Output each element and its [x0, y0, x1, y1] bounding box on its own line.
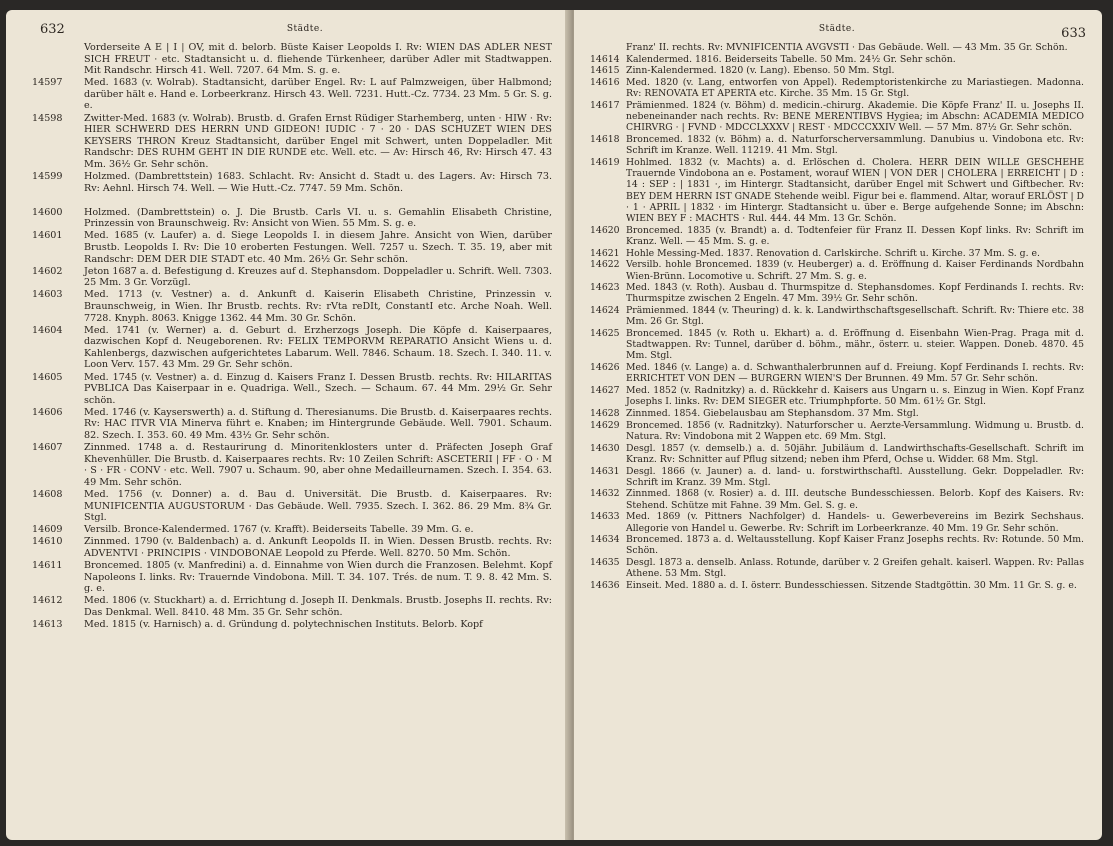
left-page — [6, 10, 572, 840]
entry-number: 14621 — [590, 247, 620, 259]
catalog-entry — [32, 595, 552, 618]
entry-text: Zinnmed. 1854. Giebelausbau am Stephansdom. 37 Mm. Stgl. — [626, 408, 919, 419]
catalog-entry — [590, 134, 1084, 156]
entry-number: 14624 — [590, 305, 620, 317]
entry-number: 14617 — [590, 100, 620, 112]
catalog-entry — [32, 171, 552, 194]
catalog-entry — [32, 406, 552, 442]
entry-text: Versilb. Bronce-Kalendermed. 1767 (v. Krafft). Beiderseits Tabelle. 39 Mm. G. e. — [84, 524, 474, 536]
entry-number: 14633 — [590, 511, 620, 523]
entry-number: 14630 — [590, 442, 620, 454]
catalog-entry — [590, 466, 1084, 488]
entry-number: 14631 — [590, 465, 620, 477]
entry-text: Desgl. 1857 (v. demselb.) a. d. 50jähr. Jubiläum d. Landwirthschafts-Gesellschaft. Schrift im Kranz. Rv: Schnitter auf Pflug sitzend; neben ihm Pferd, Ochse u. Widder. 68 Mm. Stgl. — [626, 442, 1084, 465]
entry-number: 14605 — [32, 371, 63, 383]
catalog-entry — [590, 77, 1084, 99]
entry-number: 14609 — [32, 524, 63, 536]
catalog-entry — [58, 42, 552, 77]
catalog-entry — [32, 524, 552, 536]
catalog-entry — [590, 100, 1084, 134]
entry-text: Med. 1869 (v. Pittners Nachfolger) d. Handels- u. Gewerbevereins im Bezirk Sechshaus. Allegorie von Handel u. Gewerbe. Rv: Schrift im Lorbeerkranze. 40 Mm. 19 Gr. Sehr schön. — [626, 511, 1084, 534]
entry-number: 14626 — [590, 362, 620, 374]
entry-number: 14616 — [590, 77, 620, 89]
entry-number: 14636 — [590, 580, 620, 592]
catalog-entry — [32, 265, 552, 289]
catalog-entry — [590, 362, 1084, 384]
entry-text: Franz' II. rechts. Rv: MVNIFICENTIA AVGVSTI · Das Gebäude. Well. — 43 Mm. 35 Gr. Schön. — [626, 42, 1068, 53]
entry-text: Holzmed. (Dambrettstein) 1683. Schlacht. Rv: Ansicht d. Stadt u. des Lagers. Av: Hirsch 73. Rv: Aehnl. Hirsch 74. Well. — Wie Hutt.-Cz. 7747. 59 Mm. Schön. — [84, 171, 552, 194]
catalog-entry — [590, 385, 1084, 407]
entry-text: Prämienmed. 1844 (v. Theuring) d. k. k. Landwirthschaftsgesellschaft. Schrift. Rv: Thiere etc. 38 Mm. 26 Gr. Stgl. — [626, 305, 1084, 328]
catalog-entry — [32, 324, 552, 371]
catalog-entry — [590, 259, 1084, 281]
catalog-entry — [590, 65, 1084, 76]
catalog-entry — [590, 408, 1084, 419]
entry-text: Med. 1846 (v. Lange) a. d. Schwanthalerbrunnen auf d. Freiung. Kopf Ferdinands I. rechts. Rv: ERRICHTET VON DEN — BURGERN WIEN'S Der Brunnen. 49 Mm. 57 Gr. Sehr schön. — [626, 362, 1084, 385]
catalog-entry — [32, 371, 552, 407]
entry-number: 14634 — [590, 534, 620, 546]
entry-number: 14602 — [32, 265, 63, 277]
catalog-entry — [590, 420, 1084, 442]
entry-text: Med. 1746 (v. Kayserswerth) a. d. Stiftung d. Theresianums. Die Brustb. d. Kaiserpaares rechts. Rv: HAC ITVR VIA Minerva führt e. Knaben; im Hintergrunde Gebäude. Well. 7901. Schaum. 82. Szech. I. 353. 60. 49 Mm. 43½ Gr. Sehr schön. — [84, 406, 552, 441]
page-number: 632 — [40, 22, 65, 37]
catalog-entry — [590, 328, 1084, 362]
entry-number: 14623 — [590, 282, 620, 294]
entry-text: Holzmed. (Dambrettstein) o. J. Die Brustb. Carls VI. u. s. Gemahlin Elisabeth Christine, Prinzessin von Braunschweig. Rv: Ansicht von Wien. 55 Mm. S. g. e. — [84, 206, 552, 230]
entry-text: Broncemed. 1832 (v. Böhm) a. d. Naturforscherversammlung. Danubius u. Vindobona etc. Rv: Schrift im Kranze. Well. 11219. 41 Mm. Stgl. — [626, 134, 1084, 157]
entry-text: Med. 1685 (v. Laufer) a. d. Siege Leopolds I. in diesem Jahre. Ansicht von Wien, darüber Brustb. Leopolds I. Rv: Die 10 eroberten Festungen. Well. 7257 u. Szech. T. 35. 19, aber mit Randschr: DEM DER DIE STADT etc. 40 Mm. 26½ Gr. Sehr schön. — [84, 230, 552, 265]
catalog-entry — [32, 536, 552, 559]
entry-text: Broncemed. 1856 (v. Radnitzky). Naturforscher u. Aerzte-Versammlung. Widmung u. Brustb. d. Natura. Rv: Vindobona mit 2 Wappen etc. 69 Mm. Stgl. — [626, 419, 1084, 442]
entry-text: Kalendermed. 1816. Beiderseits Tabelle. 50 Mm. 24½ Gr. Sehr schön. — [626, 53, 956, 65]
entry-number: 14612 — [32, 595, 63, 607]
entry-number: 14611 — [32, 560, 63, 572]
right-page — [574, 10, 1102, 840]
right-page-header — [590, 18, 1084, 42]
entry-list — [590, 42, 1084, 591]
catalog-entry — [590, 225, 1084, 247]
running-title: Städte. — [286, 24, 324, 34]
entry-text: Zinnmed. 1748 a. d. Restaurirung d. Minoritenklosters unter d. Präfecten Joseph Graf Khevenhüller. Die Brustb. d. Kaiserpaares rechts. Rv: 10 Zeilen Schrift: ASCETERII | FF · O · M · S · FR · CONV · etc. Well. 7907 u. Schaum. 90, aber ohne Medailleurnamen. Szech. I. 354. 63. 49 Mm. Sehr schön. — [84, 442, 552, 488]
catalog-entry — [590, 488, 1084, 510]
entry-number: 14613 — [32, 619, 63, 630]
entry-number: 14625 — [590, 328, 620, 340]
entry-text: Med. 1806 (v. Stuckhart) a. d. Errichtung d. Joseph II. Denkmals. Brustb. Josephs II. rechts. Rv: Das Denkmal. Well. 8410. 48 Mm. 35 Gr. Sehr schön. — [84, 595, 552, 618]
catalog-entry — [590, 557, 1084, 579]
entry-number: 14629 — [590, 419, 620, 431]
catalog-entry — [32, 619, 552, 631]
catalog-entry — [32, 112, 552, 171]
entry-number: 14614 — [590, 53, 620, 65]
entry-text: Med. 1756 (v. Donner) a. d. Bau d. Universität. Die Brustb. d. Kaiserpaares. Rv: MUNIFICENTIA AUGUSTORUM · Das Gebäude. Well. 7935. Szech. I. 362. 86. 29 Mm. 8¾ Gr. Stgl. — [84, 488, 552, 524]
entry-text: Jeton 1687 a. d. Befestigung d. Kreuzes auf d. Stephansdom. Doppeladler u. Schrift. Well. 7303. 25 Mm. 3 Gr. Vorzügl. — [84, 265, 552, 289]
page-number: 633 — [1061, 26, 1086, 41]
entry-text: Med. 1843 (v. Roth). Ausbau d. Thurmspitze d. Stephansdomes. Kopf Ferdinands I. rechts. Rv: Thurmspitze zwischen 2 Engeln. 47 Mm. 39½ Gr. Sehr schön. — [626, 282, 1084, 305]
catalog-entry — [590, 305, 1084, 327]
catalog-entry — [32, 560, 552, 595]
catalog-entry — [590, 534, 1084, 556]
entry-number: 14627 — [590, 385, 620, 397]
entry-text: Med. 1745 (v. Vestner) a. d. Einzug d. Kaisers Franz I. Dessen Brustb. rechts. Rv: HILARITAS PVBLICA Das Kaiserpaar in e. Quadriga. Well., Szech. — Schaum. 67. 44 Mm. 29½ Gr. Sehr schön. — [84, 371, 552, 406]
entry-number: 14620 — [590, 224, 620, 236]
entry-number: 14600 — [32, 206, 63, 218]
entry-text: Broncemed. 1835 (v. Brandt) a. d. Todtenfeier für Franz II. Dessen Kopf links. Rv: Schrift im Kranz. Well. — 45 Mm. S. g. e. — [626, 224, 1084, 247]
entry-number: 14622 — [590, 259, 620, 271]
entry-text: Broncemed. 1805 (v. Manfredini) a. d. Einnahme von Wien durch die Franzosen. Belehmt. Kopf Napoleons I. links. Rv: Trauernde Vindobona. Mill. T. 34. 107. Trés. de num. T. 9. 8. 42 Mm. S. g. e. — [84, 560, 552, 595]
catalog-entry — [58, 195, 552, 207]
entry-number: 14601 — [32, 230, 63, 242]
entry-number: 14598 — [32, 112, 63, 124]
running-title: Städte. — [818, 24, 856, 34]
left-page-header — [40, 18, 552, 42]
entry-text: Med. 1820 (v. Lang, entworfen von Appel). Redemptoristenkirche zu Mariastiegen. Madonna. Rv: RENOVATA ET APERTA etc. Kirche. 35 Mm. 15 Gr. Stgl. — [626, 77, 1084, 100]
catalog-entry — [32, 488, 552, 524]
entry-number: 14619 — [590, 157, 620, 169]
entry-number: 14615 — [590, 65, 620, 77]
entry-text: Broncemed. 1873 a. d. Weltausstellung. Kopf Kaiser Franz Josephs rechts. Rv: Rotunde. 50 Mm. Schön. — [626, 534, 1084, 557]
entry-text: Desgl. 1873 a. denselb. Anlass. Rotunde, darüber v. 2 Greifen gehalt. kaiserl. Wappen. Rv: Pallas Athene. 53 Mm. Stgl. — [626, 557, 1084, 580]
entry-number: 14597 — [32, 77, 63, 89]
catalog-entry — [590, 42, 1084, 53]
entry-number: 14608 — [32, 488, 63, 500]
entry-text: Vorderseite A E | I | OV, mit d. belorb. Büste Kaiser Leopolds I. Rv: WIEN DAS ADLER NEST SICH FREUT · etc. Stadtansicht u. d. fliehende Türkenheer, darüber Adler mit Stadtwappen. Mit Randschr. Hirsch 41. Well. 7207. 64 Mm. S. g. e. — [84, 42, 552, 77]
catalog-entry — [32, 289, 552, 324]
catalog-entry — [590, 248, 1084, 259]
entry-number: 14610 — [32, 536, 63, 548]
entry-text: Med. 1852 (v. Radnitzky) a. d. Rückkehr d. Kaisers aus Ungarn u. s. Einzug in Wien. Kopf Franz Josephs I. links. Rv: DEM SIEGER etc. Triumphpforte. 50 Mm. 61½ Gr. Stgl. — [626, 385, 1084, 408]
catalog-entry — [32, 230, 552, 265]
catalog-entry — [590, 157, 1084, 224]
entry-text: Zinnmed. 1790 (v. Baldenbach) a. d. Ankunft Leopolds II. in Wien. Dessen Brustb. rechts. Rv: ADVENTVI · PRINCIPIS · VINDOBONAE Leopold zu Pferde. Well. 8270. 50 Mm. Schön. — [84, 536, 552, 559]
entry-number: 14635 — [590, 557, 620, 569]
entry-text: Med. 1815 (v. Harnisch) a. d. Gründung d. polytechnischen Instituts. Belorb. Kopf — [84, 619, 483, 630]
catalog-entry — [32, 442, 552, 488]
entry-number: 14618 — [590, 134, 620, 146]
entry-text: Med. 1741 (v. Werner) a. d. Geburt d. Erzherzogs Joseph. Die Köpfe d. Kaiserpaares, dazwischen Kopf d. Neugeborenen. Rv: FELIX TEMPORVM REPARATIO Ansicht Wiens u. d. Kahlenbergs, dazwischen aufgerichtetes Labarum. Well. 7846. Schaum. 18. Szech. I. 340. 11. v. Loon Verv. 157. 43 Mm. 29 Gr. Sehr schön. — [84, 324, 552, 371]
catalog-entry — [32, 77, 552, 112]
entry-number: 14599 — [32, 171, 63, 183]
entry-number: 14604 — [32, 324, 63, 336]
entry-list — [32, 42, 552, 631]
entry-text: Broncemed. 1845 (v. Roth u. Ekhart) a. d. Eröffnung d. Eisenbahn Wien-Prag. Praga mit d. Stadtwappen. Rv: Tunnel, darüber d. böhm., mähr., österr. u. steier. Wappen. Doneb. 4870. 45 Mm. Stgl. — [626, 328, 1084, 362]
entry-text: Prämienmed. 1824 (v. Böhm) d. medicin.-chirurg. Akademie. Die Köpfe Franz' II. u. Josephs II. nebeneinander nach rechts. Rv: BENE MERENTIBVS Hygiea; im Abschn: ACADEMIA MEDICO CHIRVRG · | FVND · MDCCLXXXV | REST · MDCCCXXIV Well. — 57 Mm. 87½ Gr. Sehr schön. — [626, 100, 1084, 134]
entry-text: Hohlmed. 1832 (v. Machts) a. d. Erlöschen d. Cholera. HERR DEIN WILLE GESCHEHE Trauernde Vindobona an e. Postament, worauf WIEN | VON DER | CHOLERA | ERREICHT | D : 14 : SEP : | 1831 ·, im Hintergr. Stadtansicht, darüber Engel mit Schwert und Giftbecher. Rv: BEY DEM HERRN IST GNADE Stehende weibl. Figur bei e. flammend. Altar, worauf ERLÖST | D · 1 · APRIL | 1832 · im Hintergr. Stadtansicht u. über e. Berge aufgehende Sonne; im Abschn: WIEN BEY F : MACHTS · Rul. 444. 44 Mm. 13 Gr. Schön. — [626, 157, 1084, 225]
entry-text: Zwitter-Med. 1683 (v. Wolrab). Brustb. d. Grafen Ernst Rüdiger Starhemberg, unten · HIW · Rv: HIER SCHWERD DES HERRN UND GIDEON! IUDIC · 7 · 20 · DAS SCHUZET WIEN DES KEYSERS THRON Kreuz Stadtansicht, darüber Engel mit Schwert, unten Doppeladler. Mit Randschr: DES RUHM GEHT IN DIE RUNDE etc. Well. etc. — Av: Hirsch 46, Rv: Hirsch 47. 43 Mm. 36½ Gr. Sehr schön. — [84, 112, 552, 170]
entry-text: Med. 1713 (v. Vestner) a. d. Ankunft d. Kaiserin Elisabeth Christine, Prinzessin v. Braunschweig, in Wien. Ihr Brustb. rechts. Rv: rVta reDIt, ConstantI etc. Arche Noah. Well. 7728. Knyph. 8063. Knigge 1362. 44 Mm. 30 Gr. Schön. — [84, 289, 552, 324]
entry-number: 14632 — [590, 488, 620, 500]
entry-text: Versilb. hohle Broncemed. 1839 (v. Heuberger) a. d. Eröffnung d. Kaiser Ferdinands Nordbahn Wien-Brünn. Locomotive u. Schrift. 27 Mm. S. g. e. — [626, 259, 1084, 282]
entry-text: Med. 1683 (v. Wolrab). Stadtansicht, darüber Engel. Rv: L auf Palmzweigen, über Halbmond; darüber hält e. Hand e. Lorbeerkranz. Hirsch 43. Well. 7231. Hutt.-Cz. 7734. 23 Mm. 5 Gr. S. g. e. — [84, 77, 552, 112]
entry-number: 14607 — [32, 442, 63, 454]
catalog-entry — [590, 54, 1084, 65]
entry-number: 14606 — [32, 406, 63, 418]
catalog-entry — [590, 511, 1084, 533]
catalog-entry — [590, 282, 1084, 304]
entry-text: Zinnmed. 1868 (v. Rosier) a. d. III. deutsche Bundesschiessen. Belorb. Kopf des Kaisers. Rv: Stehend. Schütze mit Fahne. 39 Mm. Gel. S. g. e. — [626, 488, 1084, 511]
entry-text: Zinn-Kalendermed. 1820 (v. Lang). Ebenso. 50 Mm. Stgl. — [626, 65, 895, 77]
entry-number: 14603 — [32, 289, 63, 301]
catalog-entry — [590, 580, 1084, 591]
entry-text: Einseit. Med. 1880 a. d. I. österr. Bundesschiessen. Sitzende Stadtgöttin. 30 Mm. 11 Gr. S. g. e. — [626, 580, 1077, 592]
entry-text: Hohle Messing-Med. 1837. Renovation d. Carlskirche. Schrift u. Kirche. 37 Mm. S. g. e. — [626, 247, 1040, 259]
entry-number: 14628 — [590, 408, 620, 419]
entry-text: Desgl. 1866 (v. Jauner) a. d. land- u. forstwirthschaftl. Ausstellung. Gekr. Doppeladler. Rv: Schrift im Kranz. 39 Mm. Stgl. — [626, 465, 1084, 488]
catalog-entry — [32, 206, 552, 230]
catalog-entry — [590, 443, 1084, 465]
